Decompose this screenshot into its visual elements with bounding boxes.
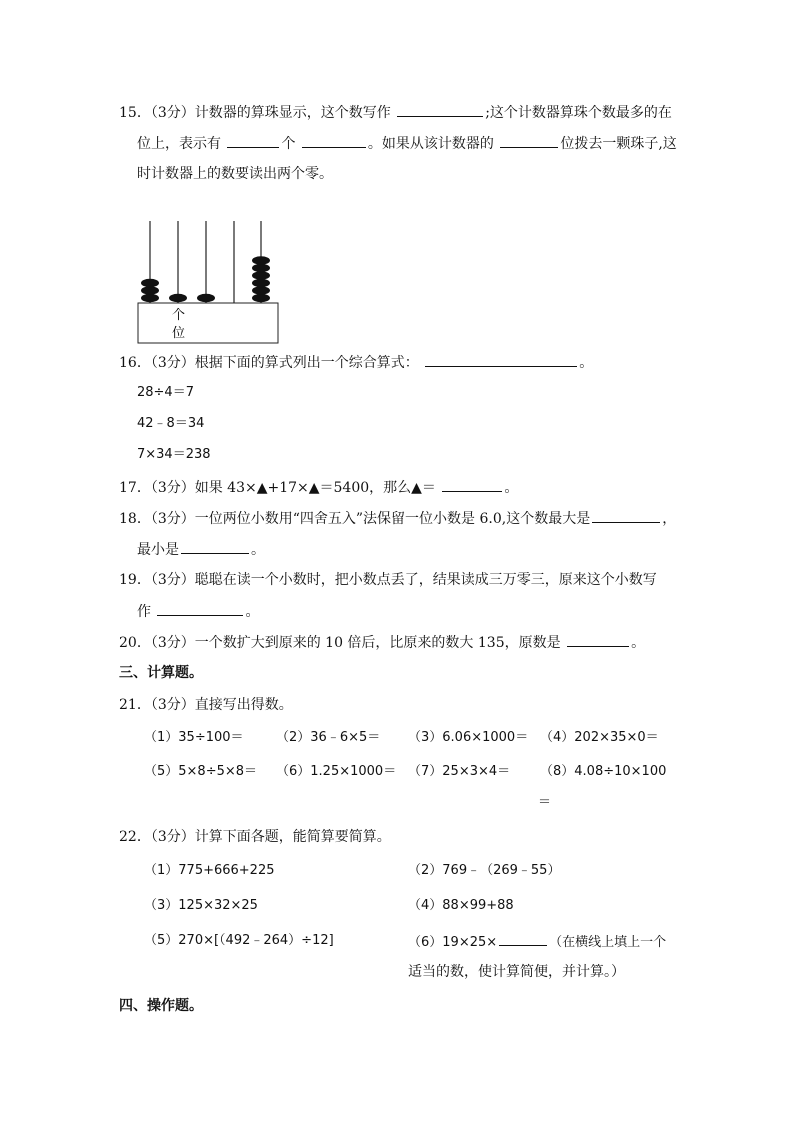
q21-item: （1）35÷100＝ (144, 730, 244, 745)
abacus-bead (252, 256, 270, 264)
q21-item: （7）25×3×4＝ (408, 764, 511, 779)
q15-blank-number[interactable] (397, 102, 483, 117)
q21-item: （5）5×8÷5×8＝ (144, 764, 258, 779)
abacus-label-top: 个 (172, 308, 186, 323)
q18-end1: ， (662, 511, 677, 527)
abacus-bead (169, 294, 187, 302)
abacus-bead (252, 294, 270, 302)
q20-line (119, 632, 645, 653)
q16-eq1: 28÷4＝7 (137, 385, 194, 400)
q22-item: （3）125×32×25 (144, 898, 258, 913)
abacus-bead (141, 286, 159, 294)
q21-item: （4）202×35×0＝ (540, 730, 659, 745)
abacus-bead (252, 286, 270, 294)
q16-text: 16．（3分）根据下面的算式列出一个综合算式： (119, 355, 419, 371)
q19-line1: 19．（3分）聪聪在读一个小数时，把小数点丢了，结果读成三万零三，原来这个小数写 (119, 572, 657, 588)
section-3-heading: 三、计算题。 (119, 665, 203, 681)
q22-item6-text: （6）19×25× (408, 935, 498, 950)
q15-text: ;这个计数器算珠个数最多的在 (485, 105, 672, 121)
q22-item6 (408, 931, 666, 953)
q16-eq3: 7×34＝238 (137, 447, 211, 462)
q21-item: （2）36﹣6×5＝ (276, 730, 381, 745)
q17-text: 17．（3分）如果 43×▲+17×▲＝5400，那么▲＝ (119, 480, 436, 496)
q15-text: 15．（3分）计数器的算珠显示，这个数写作 (119, 105, 391, 121)
q15-line3: 时计数器上的数要读出两个零。 (137, 166, 333, 182)
q18-line2 (137, 539, 265, 560)
q15-blank-unit[interactable] (302, 133, 366, 148)
q18-end2: 。 (251, 542, 265, 558)
q22-item6-blank[interactable] (499, 931, 547, 946)
q21-item: （3）6.06×1000＝ (408, 730, 529, 745)
q17-end: 。 (504, 480, 519, 496)
q22-item: （1）775+666+225 (144, 863, 275, 878)
q21-title: 21．（3分）直接写出得数。 (119, 697, 293, 713)
abacus-base (138, 303, 278, 343)
q19-end: 。 (245, 604, 260, 620)
abacus-bead (141, 279, 159, 287)
q17-blank[interactable] (442, 477, 502, 492)
q21-item8-equals: ＝ (538, 795, 552, 810)
q22-title: 22．（3分）计算下面各题，能简算要简算。 (119, 829, 391, 845)
q20-text: 20．（3分）一个数扩大到原来的 10 倍后，比原来的数大 135，原数是 (119, 635, 561, 651)
q20-end: 。 (631, 635, 646, 651)
q15-blank-place[interactable] (500, 133, 558, 148)
q16-eq2: 42﹣8＝34 (137, 416, 205, 431)
q19-blank[interactable] (157, 601, 243, 616)
abacus-figure (130, 215, 290, 345)
q17-line (119, 477, 518, 498)
q15-blank-count[interactable] (227, 133, 279, 148)
q15-line2 (137, 133, 677, 154)
q15-text: 位拨去一颗珠子,这 (560, 136, 677, 152)
q16-line (119, 352, 593, 373)
q18-text: 18．（3分）一位两位小数用“四舍五入”法保留一位小数是 6.0,这个数最大是 (119, 511, 591, 527)
q22-item: （4）88×99+88 (408, 898, 514, 913)
section-4-heading: 四、操作题。 (119, 998, 203, 1014)
q22-item: （5）270×[（492﹣264）÷12] (144, 933, 334, 948)
q15-line1 (119, 102, 672, 123)
abacus-bead (252, 264, 270, 272)
q18-blank-min[interactable] (181, 539, 249, 554)
abacus-bead (141, 294, 159, 302)
q22-item6-line2: 适当的数，使计算简便，并计算。） (408, 964, 625, 980)
q18-text: 最小是 (137, 542, 179, 558)
abacus-bead (197, 294, 215, 302)
q16-blank[interactable] (425, 352, 577, 367)
q22-item6-text: （在横线上填上一个 (549, 935, 667, 950)
q18-line1 (119, 508, 676, 529)
abacus-label-bottom: 位 (172, 326, 186, 341)
q18-blank-max[interactable] (592, 508, 660, 523)
abacus-bead (252, 271, 270, 279)
q19-text: 作 (137, 604, 151, 620)
q15-text: 。如果从该计数器的 (367, 136, 494, 152)
abacus-rods (150, 221, 261, 303)
q15-text: 位上，表示有 (137, 136, 221, 152)
q22-item: （2）769﹣（269﹣55） (408, 863, 561, 878)
q15-text: 个 (281, 136, 296, 152)
abacus-bead (252, 279, 270, 287)
q21-item: （6）1.25×1000＝ (276, 764, 397, 779)
q16-end: 。 (579, 355, 594, 371)
q19-line2 (137, 601, 259, 622)
q20-blank[interactable] (567, 632, 629, 647)
q21-item: （8）4.08÷10×100 (540, 764, 667, 779)
